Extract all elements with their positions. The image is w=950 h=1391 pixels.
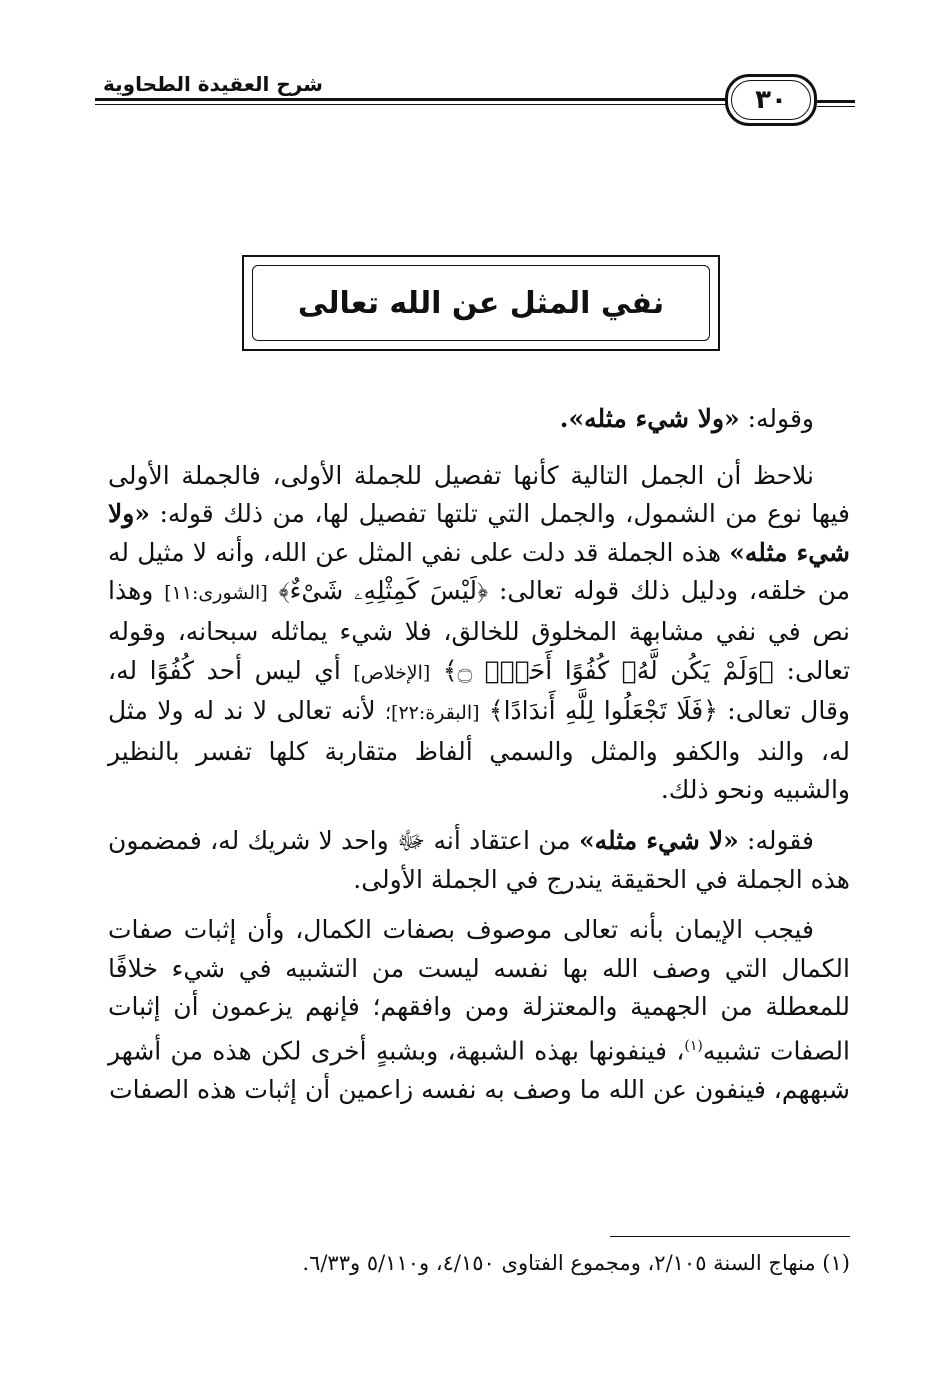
intro-label: وقوله: <box>747 404 814 433</box>
p1-ref-2: [الإخلاص] <box>353 661 431 684</box>
page-number: ٣٠ <box>755 85 787 115</box>
footnote-separator <box>610 1236 850 1237</box>
header-tail-rule-thin <box>817 106 855 107</box>
footnote-marker[interactable]: (١) <box>684 1037 703 1054</box>
p1-ayah-1: ﴿لَيْسَ كَمِثْلِهِۦ شَىْءٌ﴾ <box>278 576 489 606</box>
p3-text-2: ، فينفونها بهذه الشبهة، وبشبهٍ أخرى لكن هذه من أشهر شبههم، فينفون عن الله ما وصف به نفسه زاعمين أن إثبات هذه الصفات <box>108 1036 850 1104</box>
running-title: شرح العقيدة الطحاوية <box>95 72 331 96</box>
header-rule-thick <box>95 98 735 101</box>
p2-quote: «لا شيء مثله» <box>578 825 739 855</box>
section-title-frame <box>242 255 720 351</box>
p2-text-2: من اعتقاد أنه ﷻ واحد لا شريك له، فمضمون هذه الجملة في الحقيقة يندرج في الجملة الأولى. <box>108 825 850 894</box>
header-tail-rule <box>817 100 855 103</box>
p1-text-3: وهذا نص في نفي مشابهة المخلوق للخالق، فلا شيء يماثله سبحانه، وقوله تعالى: <box>108 576 851 685</box>
body-text <box>108 400 850 1121</box>
p1-text-5: لأنه تعالى لا ند له ولا مثل له، والند والكفو والمثل والسمي ألفاظ متقاربة كلها تفسر بالنظير والشبيه ونحو ذلك. <box>108 696 850 805</box>
intro-quote: «ولا شيء مثله». <box>559 404 740 433</box>
p1-text-1: نلاحظ أن الجمل التالية كأنها تفصيل للجملة الأولى، فالجملة الأولى فيها نوع من الشمول، والجمل التي تلتها تفصيل لها، من ذلك قوله: <box>108 460 850 529</box>
paragraph-3 <box>108 911 850 1109</box>
paragraph-1 <box>108 457 850 810</box>
p2-text-1: فقوله: <box>747 825 814 855</box>
section-title-inner-frame <box>252 265 710 341</box>
paragraph-2 <box>108 822 850 899</box>
p1-ref-3: [البقرة:٢٢]؛ <box>384 702 480 725</box>
p1-text-2: هذه الجملة قد دلت على نفي المثل عن الله، وأنه لا مثيل له من خلقه، ودليل ذلك قوله تعالى: <box>108 537 851 606</box>
header-rule-thin <box>95 104 735 105</box>
p1-ref-1: [الشورى:١١] <box>164 582 268 605</box>
page-number-badge <box>725 74 817 126</box>
p1-text-4: أي ليس أحد كُفُوًا له، وقال تعالى: <box>108 655 850 726</box>
p1-quote: «ولا شيء مثله» <box>108 499 850 567</box>
page-header <box>95 70 855 130</box>
p1-ayah-3: ﴿فَلَا تَجْعَلُوا لِلَّهِ أَندَادًا﴾ <box>488 696 718 726</box>
p1-ayah-2: ﴿وَلَمْ يَكُن لَّهُۥ كُفُوًا أَحَدٌۢ ۝﴾ <box>442 655 774 685</box>
section-title: نفي المثل عن الله تعالى <box>297 285 665 321</box>
intro-paragraph <box>108 400 850 439</box>
p3-text-1: فيجب الإيمان بأنه تعالى موصوف بصفات الكمال، وأن إثبات صفات الكمال التي وصف الله بها نفسه ليست من التشبيه في شيء خلافًا للمعطلة من الجهمية والمعتزلة ومن وافقهم؛ فإنهم يزعمون أن إثبات الصفات تشبيه <box>108 915 850 1066</box>
footnote-1: (١) منهاج السنة ٢/١٠٥، ومجموع الفتاوى ٤/١٥٠، و٥/١١٠ و٦/٣٣. <box>302 1251 850 1275</box>
